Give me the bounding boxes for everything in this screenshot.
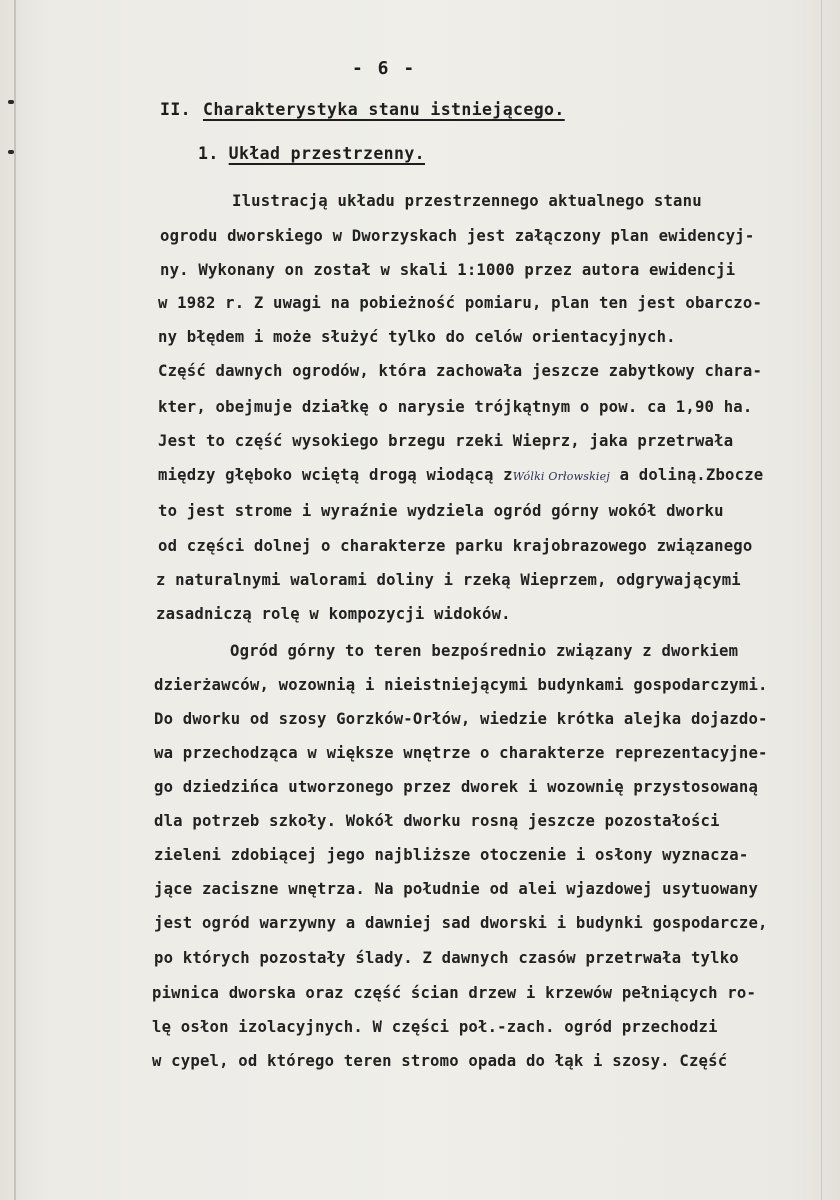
body-line: Ogród górny to teren bezpośrednio związany z dworkiem: [230, 642, 739, 660]
body-line: lę osłon izolacyjnych. W części poł.-zach. ogród przechodzi: [152, 1018, 718, 1036]
body-line: Jest to część wysokiego brzegu rzeki Wieprz, jaka przetrwała: [158, 432, 734, 450]
body-line: dla potrzeb szkoły. Wokół dworku rosną jeszcze pozostałości: [154, 812, 720, 830]
body-line: w 1982 r. Z uwagi na pobieżność pomiaru, plan ten jest obarczo-: [158, 294, 763, 312]
body-line: [158, 466, 763, 484]
body-line: jące zaciszne wnętrza. Na południe od alei wjazdowej usytuowany: [154, 880, 759, 898]
section-heading: [160, 100, 565, 119]
body-line: od części dolnej o charakterze parku krajobrazowego związanego: [158, 537, 753, 555]
body-line: ny. Wykonany on został w skali 1:1000 przez autora ewidencji: [160, 261, 736, 279]
body-line: Część dawnych ogrodów, która zachowała jeszcze zabytkowy chara-: [158, 362, 763, 380]
handwritten-insertion: Wólki Orłowskiej: [512, 470, 610, 483]
body-line: z naturalnymi walorami doliny i rzeką Wieprzem, odgrywającymi: [156, 571, 741, 589]
page-number: - 6 -: [352, 58, 417, 79]
body-line: ogrodu dworskiego w Dworzyskach jest załączony plan ewidencyj-: [160, 227, 755, 245]
subsection-heading: [198, 144, 425, 163]
body-line: kter, obejmuje działkę o narysie trójkątnym o pow. ca 1,90 ha.: [158, 398, 753, 416]
body-line-start: między głęboko wciętą drogą wiodącą z: [158, 466, 513, 484]
body-line: w cypel, od którego teren stromo opada do łąk i szosy. Część: [152, 1052, 728, 1070]
body-line: po których pozostały ślady. Z dawnych czasów przetrwała tylko: [154, 949, 739, 967]
subsection-title: Układ przestrzenny.: [228, 144, 426, 163]
body-line-end: a doliną.Zbocze: [609, 466, 764, 484]
binding-mark: [8, 150, 14, 154]
body-line: piwnica dworska oraz część ścian drzew i krzewów pełniących ro-: [152, 984, 757, 1002]
subsection-number: 1.: [198, 144, 219, 163]
section-title: Charakterystyka stanu istniejącego.: [203, 100, 565, 119]
body-line: zasadniczą rolę w kompozycji widoków.: [156, 605, 511, 623]
body-line: go dziedzińca utworzonego przez dworek i wozownię przystosowaną: [154, 778, 759, 796]
body-line: Do dworku od szosy Gorzków-Orłów, wiedzie krótka alejka dojazdo-: [154, 710, 768, 728]
body-line: wa przechodząca w większe wnętrze o charakterze reprezentacyjne-: [154, 744, 768, 762]
page-fold-right: [821, 0, 822, 1200]
binding-mark: [8, 100, 14, 104]
body-line: zieleni zdobiącej jego najbliższe otoczenie i osłony wyznacza-: [154, 846, 749, 864]
section-number: II.: [160, 100, 192, 119]
body-line: ny błędem i może służyć tylko do celów orientacyjnych.: [158, 328, 676, 346]
body-line: to jest strome i wyraźnie wydziela ogród górny wokół dworku: [158, 502, 724, 520]
body-line: Ilustracją układu przestrzennego aktualnego stanu: [232, 192, 702, 210]
page-fold-left: [14, 0, 16, 1200]
body-line: jest ogród warzywny a dawniej sad dworski i budynki gospodarcze,: [154, 914, 768, 932]
body-line: dzierżawców, wozownią i nieistniejącymi budynkami gospodarczymi.: [154, 676, 768, 694]
